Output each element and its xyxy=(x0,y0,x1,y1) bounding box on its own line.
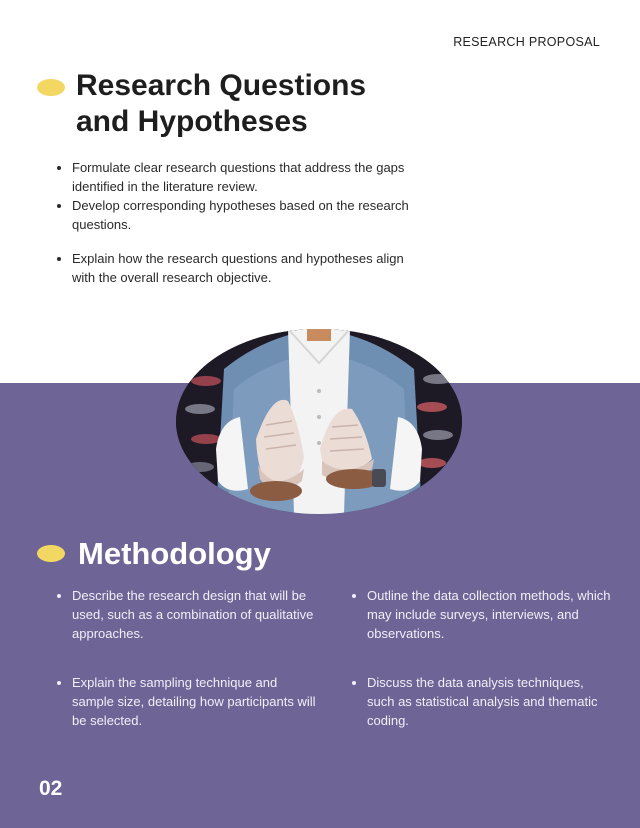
list-item: • Discuss the data analysis techniques, such as statistical analysis and thematic coding. xyxy=(367,673,612,730)
research-bullet-list xyxy=(54,158,412,287)
methodology-bullet-list xyxy=(349,673,612,730)
title-bullet-dot xyxy=(37,545,65,562)
list-item: • Develop corresponding hypotheses based on the research questions. xyxy=(72,196,412,234)
list-item: • Explain how the research questions and hypotheses align with the overall research objective. xyxy=(72,249,412,287)
methodology-bullet-list xyxy=(54,673,317,730)
list-item: • Explain the sampling technique and sample size, detailing how participants will be selected. xyxy=(72,673,317,730)
research-questions-title xyxy=(76,68,406,140)
list-item: • Describe the research design that will be used, such as a combination of qualitative approaches. xyxy=(72,586,317,643)
methodology-bullet-list xyxy=(349,586,612,643)
sneakers-photo xyxy=(176,329,462,514)
sneakers-illustration xyxy=(176,329,462,514)
title-line-1: Research Questions xyxy=(76,69,367,102)
document-header-label: RESEARCH PROPOSAL xyxy=(453,35,600,49)
methodology-title: Methodology xyxy=(78,536,271,571)
title-line-2: and Hypotheses xyxy=(76,105,308,138)
page-number: 02 xyxy=(39,777,63,800)
methodology-bullet-list xyxy=(54,586,317,643)
list-item: • Outline the data collection methods, which may include surveys, interviews, and observations. xyxy=(367,586,612,643)
list-item: • Formulate clear research questions that address the gaps identified in the literature review. xyxy=(72,158,412,196)
title-bullet-dot xyxy=(37,79,65,96)
